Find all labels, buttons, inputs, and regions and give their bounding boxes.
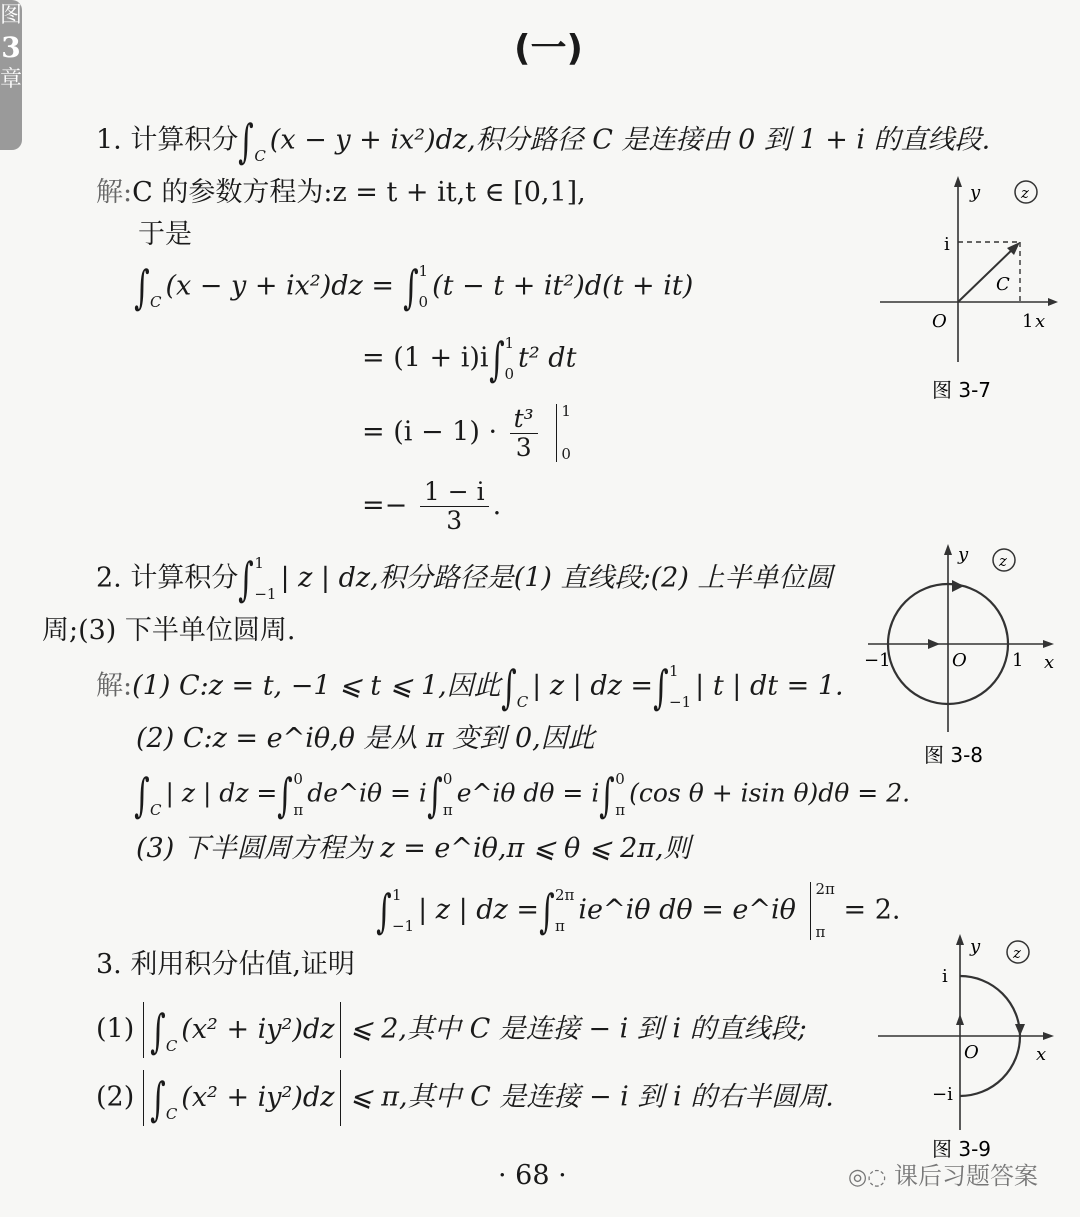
problem1-eq3: = (i − 1) · $\frac{\text{t³}}{3}$ 1 0 bbox=[362, 402, 571, 463]
fig3-caption: 图 3-9 bbox=[932, 1137, 992, 1160]
chapter-side-tab bbox=[0, 0, 22, 150]
problem2-sol3a: (3) 下半圆周方程为 z = e^iθ,π ⩽ θ ⩽ 2π,则 bbox=[136, 833, 691, 864]
figure-3-7 bbox=[870, 172, 1070, 412]
fig1-o: O bbox=[932, 311, 947, 332]
side-tab-char: 图 bbox=[0, 3, 23, 28]
problem1-solution-line1: 解:C 的参数方程为:z = t + it,t ∈ [0,1], bbox=[96, 177, 586, 208]
problem3-statement: 3. 利用积分估值,证明 bbox=[96, 949, 355, 980]
fig3-mi: −i bbox=[932, 1084, 953, 1105]
fig3-x: x bbox=[1036, 1044, 1047, 1065]
fig2-caption: 图 3-8 bbox=[924, 743, 984, 767]
fig2-x: x bbox=[1044, 652, 1055, 673]
wechat-icon: ◎◌ bbox=[848, 1165, 887, 1190]
fig1-i: i bbox=[944, 234, 950, 255]
fig1-x: x bbox=[1035, 311, 1046, 332]
problem2-statement-2: 周;(3) 下半单位圆周. bbox=[42, 615, 296, 646]
watermark: ◎◌ 课后习题答案 bbox=[848, 1162, 1039, 1190]
problem1-statement: 1. 计算积分∫ C (x − y + ix²)dz,积分路径 C 是连接由 0 到 1 + i 的直线段. bbox=[96, 114, 991, 168]
problem2-sol3b: ∫ 1 −1 | z | dz =∫ 2π π ie^iθ dθ = e^iθ 2π π = 2. bbox=[376, 880, 901, 941]
fig2-one: 1 bbox=[1012, 650, 1024, 671]
side-tab-char: 章 bbox=[0, 67, 23, 92]
fig3-i: i bbox=[942, 966, 948, 987]
problem1-eq2: = (1 + i)i∫ 1 0 t² dt bbox=[362, 332, 577, 386]
problem3-part2: (2) ∫ C (x² + iy²)dz ⩽ π,其中 C 是连接 − i 到 i 的右半圆周. bbox=[96, 1071, 834, 1126]
fig2-y: y bbox=[958, 544, 969, 565]
problem3-part1: (1) ∫ C (x² + iy²)dz ⩽ 2,其中 C 是连接 − i 到 i 的直线段; bbox=[96, 1003, 807, 1058]
fig1-z: z bbox=[1021, 184, 1029, 202]
fig1-caption: 图 3-7 bbox=[932, 378, 992, 402]
fig1-c: C bbox=[996, 274, 1010, 295]
fig1-one: 1 bbox=[1022, 311, 1034, 332]
fig3-o: O bbox=[964, 1042, 979, 1063]
problem1-eq1: ∫ C (x − y + ix²)dz = ∫ 1 0 (t − t + it²)d(t + it) bbox=[134, 260, 694, 314]
problem2-sol2b: ∫ C | z | dz =∫ 0 π de^iθ = i∫ 0 π e^iθ dθ = i∫ 0 π (cos θ + isin θ)dθ = 2. bbox=[134, 768, 911, 822]
problem2-sol1: 解:(1) C:z = t, −1 ⩽ t ⩽ 1,因此∫ C | z | dz =∫ 1 −1 | t | dt = 1. bbox=[96, 660, 844, 714]
figure-3-9 bbox=[870, 930, 1070, 1160]
problem1-solution-line2: 于是 bbox=[138, 219, 192, 250]
fig2-o: O bbox=[952, 650, 967, 671]
fig2-z: z bbox=[999, 552, 1007, 570]
figure-3-8 bbox=[860, 540, 1070, 780]
problem2-sol2a: (2) C:z = e^iθ,θ 是从 π 变到 0,因此 bbox=[136, 723, 595, 754]
fig1-y: y bbox=[970, 182, 981, 203]
side-tab-char: 3 bbox=[1, 31, 21, 64]
fig2-m1: −1 bbox=[864, 650, 891, 671]
fig3-z: z bbox=[1013, 944, 1021, 962]
problem1-eq4: =− $\frac{1 - i}{3}$ . bbox=[362, 477, 502, 535]
section-title: (一) bbox=[514, 28, 583, 69]
problem2-statement: 2. 计算积分∫ 1 −1 | z | dz,积分路径是(1) 直线段;(2) 上半单位圆 bbox=[96, 552, 833, 606]
fig3-y: y bbox=[970, 936, 981, 957]
page-number: · 68 · bbox=[498, 1160, 567, 1191]
